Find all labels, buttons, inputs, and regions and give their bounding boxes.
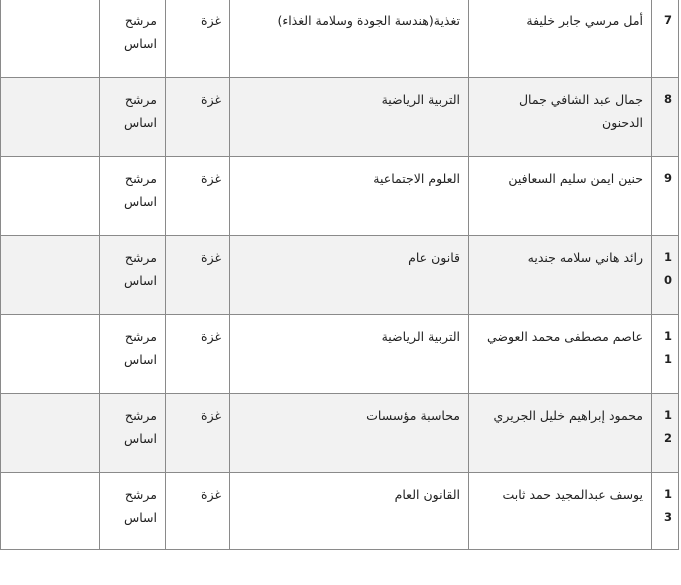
candidate-major: قانون عام	[230, 236, 469, 315]
candidate-status: مرشح اساس	[100, 78, 166, 157]
candidate-major: القانون العام	[230, 473, 469, 550]
empty-cell	[1, 315, 100, 394]
candidate-status: مرشح اساس	[100, 315, 166, 394]
candidate-major: التربية الرياضية	[230, 315, 469, 394]
candidate-major: التربية الرياضية	[230, 78, 469, 157]
candidate-city: غزة	[166, 78, 230, 157]
candidate-name: أمل مرسي جابر خليفة	[469, 0, 652, 78]
row-number: 13	[652, 473, 679, 550]
row-number: 10	[652, 236, 679, 315]
table-row	[1, 78, 679, 157]
candidate-status: مرشح اساس	[100, 157, 166, 236]
candidate-city: غزة	[166, 315, 230, 394]
table-row	[1, 157, 679, 236]
candidate-major: العلوم الاجتماعية	[230, 157, 469, 236]
table-row	[1, 473, 679, 550]
candidate-status: مرشح اساس	[100, 236, 166, 315]
candidate-status: مرشح اساس	[100, 394, 166, 473]
table-row	[1, 315, 679, 394]
candidate-city: غزة	[166, 0, 230, 78]
empty-cell	[1, 236, 100, 315]
empty-cell	[1, 78, 100, 157]
row-number: 9	[652, 157, 679, 236]
candidate-name: يوسف عبدالمجيد حمد ثابت	[469, 473, 652, 550]
empty-cell	[1, 394, 100, 473]
empty-cell	[1, 0, 100, 78]
table-row	[1, 394, 679, 473]
empty-cell	[1, 157, 100, 236]
candidate-city: غزة	[166, 157, 230, 236]
candidate-major: محاسبة مؤسسات	[230, 394, 469, 473]
table-row	[1, 0, 679, 78]
candidate-name: عاصم مصطفى محمد العوضي	[469, 315, 652, 394]
empty-cell	[1, 473, 100, 550]
candidate-city: غزة	[166, 236, 230, 315]
row-number: 11	[652, 315, 679, 394]
candidate-name: جمال عبد الشافي جمال الدحنون	[469, 78, 652, 157]
table-row	[1, 236, 679, 315]
candidate-status: مرشح اساس	[100, 0, 166, 78]
candidate-city: غزة	[166, 473, 230, 550]
candidate-name: محمود إبراهيم خليل الجريري	[469, 394, 652, 473]
candidate-major: تغذية(هندسة الجودة وسلامة الغذاء)	[230, 0, 469, 78]
row-number: 8	[652, 78, 679, 157]
candidate-name: حنين ايمن سليم السعافين	[469, 157, 652, 236]
row-number: 7	[652, 0, 679, 78]
candidate-status: مرشح اساس	[100, 473, 166, 550]
candidate-city: غزة	[166, 394, 230, 473]
candidate-name: رائد هاني سلامه جنديه	[469, 236, 652, 315]
row-number: 12	[652, 394, 679, 473]
